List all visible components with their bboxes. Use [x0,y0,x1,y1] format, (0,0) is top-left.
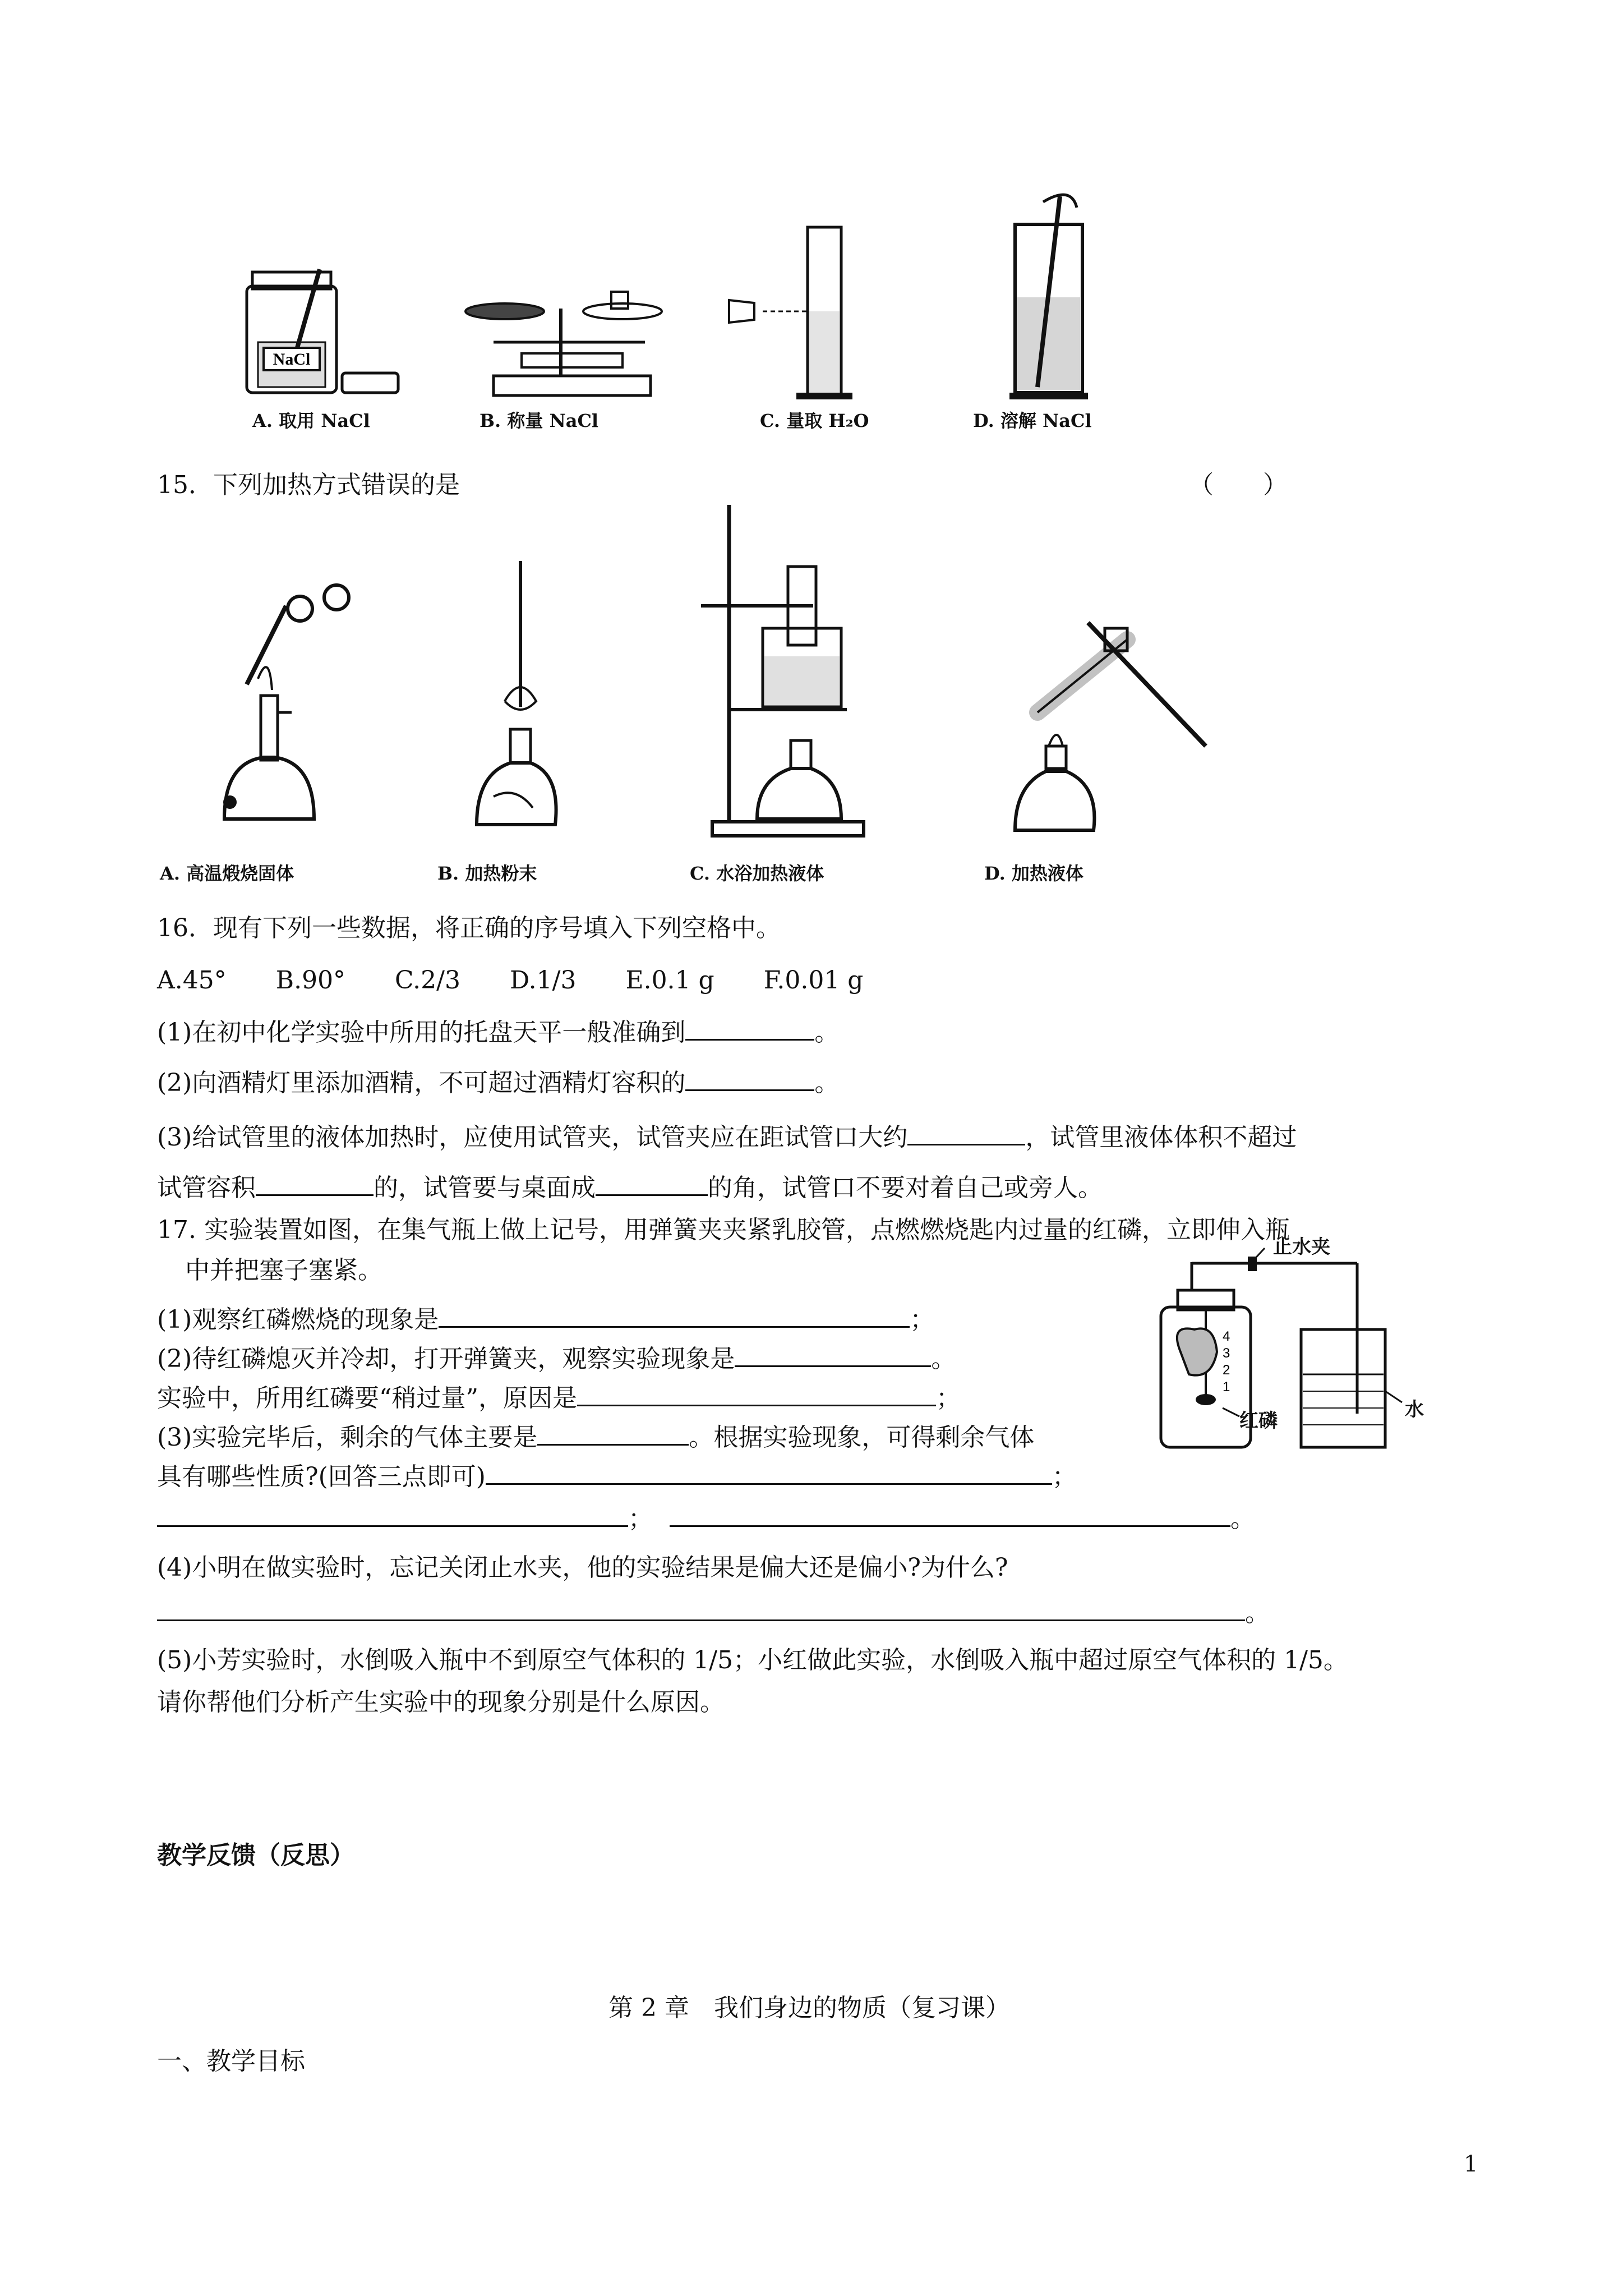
figure-balance [465,280,667,401]
q17-p3c-text: 具有哪些性质?(回答三点即可) [157,1462,486,1491]
q16-p2 [157,1065,839,1100]
q17-p1 [157,1301,934,1337]
q16-p3-blank2[interactable] [256,1170,374,1196]
caption-c-top: C. 量取 H₂O [760,410,869,431]
q16-p3-line2 [157,1170,1103,1205]
caption-b-top: B. 称量 NaCl [479,410,599,431]
q16-p3d: 的，试管要与桌面成 [374,1174,596,1202]
q17-p2-blank[interactable] [735,1341,931,1367]
q16-p2-blank[interactable] [685,1065,814,1091]
q16-p3e: 的角，试管口不要对着自己或旁人。 [708,1174,1103,1202]
q17-p2 [157,1341,956,1376]
q17-p1-blank[interactable] [439,1301,910,1328]
q17-p4-answer [157,1595,1270,1630]
nacl-bottle-label: NaCl [273,350,311,369]
q16-p3-blank3[interactable] [596,1170,708,1196]
figure-water-bath [701,505,880,844]
q17-p1-text: (1)观察红磷燃烧的现象是 [157,1305,439,1334]
q15-answer-paren: （ ） [1189,471,1288,499]
q17-p3d [157,1501,1255,1536]
q17-p2-text: (2)待红磷熄灭并冷却，打开弹簧夹，观察实验现象是 [157,1345,735,1373]
q17-intro1: 17. 实验装置如图，在集气瓶上做上记号，用弹簧夹夹紧乳胶管，点燃燃烧匙内过量的红磷，立即伸入瓶 [157,1216,1290,1244]
q17-p2b-semi: ； [936,1384,961,1412]
q16-options: A.45° B.90° C.2/3 D.1/3 E.0.1 g F.0.01 g [157,966,864,995]
q16-p1-end: 。 [814,1018,840,1047]
q17-p2b-blank[interactable] [577,1380,936,1406]
q17-p3d-semi: ； [628,1504,653,1533]
caption-15-a: A. 高温煅烧固体 [160,863,294,884]
figure-take-nacl [241,264,409,401]
q17-p2b-text: 实验中，所用红磷要“稍过量”，原因是 [157,1384,577,1412]
q17-p3c-blank1[interactable] [486,1458,1052,1485]
q17-p4-blank[interactable] [157,1595,1245,1621]
caption-15-d: D. 加热液体 [984,863,1083,884]
figure-measure-water [723,222,852,403]
q17-p2-end: 。 [931,1345,956,1373]
q17-p1-semi: ； [910,1305,935,1334]
q17-p5b: 请你帮他们分析产生实验中的现象分别是什么原因。 [157,1688,725,1717]
q17-p3d-end: 。 [1230,1504,1255,1533]
q16-p3b: ，试管里液体体积不超过 [1025,1123,1297,1152]
q17-p3 [157,1419,1034,1455]
q17-p2b [157,1380,961,1415]
q17-p3b: 。根据实验现象，可得剩余气体 [689,1423,1035,1452]
q16-p2-end: 。 [814,1069,840,1097]
q15-text: 15．下列加热方式错误的是 [157,471,460,499]
q16-p1-blank[interactable] [685,1014,814,1041]
feedback-heading: 教学反馈（反思） [157,1841,354,1870]
q16-p1-text: (1)在初中化学实验中所用的托盘天平一般准确到 [157,1018,686,1047]
caption-a-top: A. 取用 NaCl [252,410,370,431]
label-water: 水 [1405,1398,1424,1421]
mark-1: 1 [1223,1379,1230,1395]
mark-2: 2 [1223,1363,1230,1378]
caption-d-top: D. 溶解 NaCl [973,410,1092,431]
q16-text: 16．现有下列一些数据，将正确的序号填入下列空格中。 [157,914,781,942]
q16-p2-text: (2)向酒精灯里添加酒精，不可超过酒精灯容积的 [157,1069,686,1097]
q17-p4-end: 。 [1245,1599,1270,1627]
mark-4: 4 [1223,1329,1230,1344]
q17-p3c-semi: ； [1052,1462,1077,1491]
figure-heat-powder [471,561,561,832]
q16-p3a: (3)给试管里的液体加热时，应使用试管夹，试管夹应在距试管口大约 [157,1123,908,1152]
figure-heat-liquid [1004,617,1217,844]
q17-p3-blank[interactable] [537,1419,689,1446]
section-heading: 一、教学目标 [157,2047,305,2076]
label-clamp: 止水夹 [1273,1236,1330,1258]
caption-15-c: C. 水浴加热液体 [690,863,824,884]
q16-p3-line1 [157,1119,1297,1154]
q17-p4: (4)小明在做实验时，忘记关闭止水夹，他的实验结果是偏大还是偏小?为什么? [157,1553,1008,1582]
label-red-phosphorus: 红磷 [1239,1410,1278,1432]
q17-p3-text: (3)实验完毕后，剩余的气体主要是 [157,1423,538,1452]
q17-p3d-blank2[interactable] [157,1501,628,1527]
q16-p3-blank1[interactable] [907,1119,1025,1145]
figure-phosphorus-apparatus [1138,1257,1453,1461]
q17-intro2: 中并把塞子塞紧。 [185,1256,382,1285]
q16-p3c: 试管容积 [157,1174,256,1202]
q17-p5a: (5)小芳实验时，水倒吸入瓶中不到原空气体积的 1/5；小红做此实验，水倒吸入瓶中超过原空气体积的 1/5。 [157,1646,1348,1674]
figure-dissolve-nacl [1004,185,1110,406]
chapter-title: 第 2 章 我们身边的物质（复习课） [608,1994,1010,2022]
caption-15-b: B. 加热粉末 [437,863,537,884]
q17-p3d-blank3[interactable] [670,1501,1230,1527]
mark-3: 3 [1223,1346,1230,1361]
q16-p1 [157,1014,839,1050]
figure-calcine-solid [213,583,393,832]
q17-p3c [157,1458,1077,1494]
page-number: 1 [1464,2151,1478,2177]
